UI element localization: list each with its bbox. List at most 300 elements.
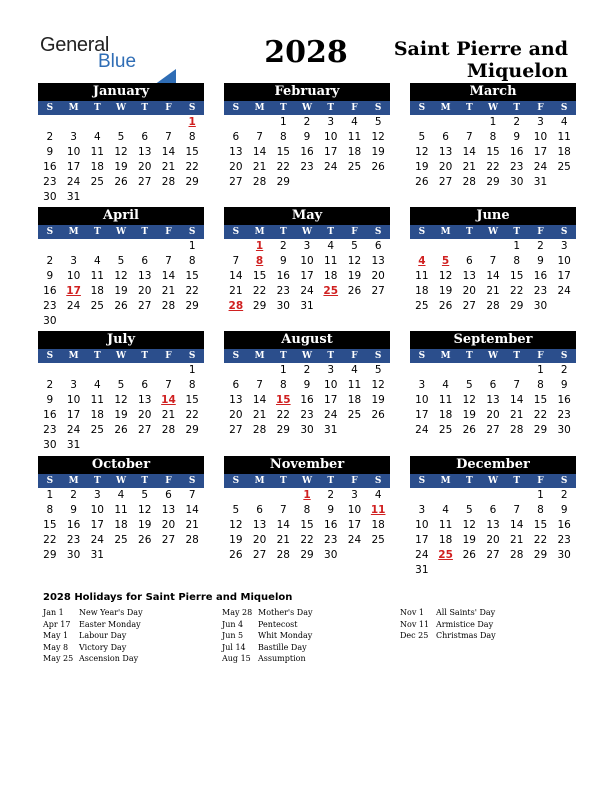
day-cell: 11 [438, 519, 453, 531]
logo-blue-text: Blue [98, 51, 137, 72]
day-cell: 13 [229, 146, 243, 158]
month-february [224, 83, 390, 190]
empty-day-cell [481, 363, 505, 378]
month-header: June [410, 207, 576, 225]
day-cell: 27 [252, 549, 267, 561]
holiday-date: Nov 1 [400, 608, 424, 617]
week-row [38, 269, 204, 284]
empty-day-cell [224, 363, 248, 378]
day-cell: 9 [560, 504, 568, 516]
day-cell: 10 [66, 270, 81, 282]
day-cell: 17 [300, 270, 314, 282]
day-cell: 6 [256, 504, 263, 516]
day-cell: 18 [371, 519, 385, 531]
day-cell: 3 [303, 240, 311, 252]
empty-day-cell [180, 438, 204, 453]
day-cell: 20 [486, 409, 500, 421]
empty-day-cell [133, 115, 157, 130]
day-cell: 31 [66, 439, 81, 451]
empty-day-cell [38, 239, 62, 254]
day-cell: 19 [462, 409, 476, 421]
empty-day-cell [366, 423, 390, 438]
holiday-item [222, 653, 382, 665]
empty-day-cell [434, 239, 458, 254]
day-cell: 4 [93, 255, 101, 267]
day-cell: 16 [300, 394, 314, 406]
weekday-header [410, 225, 576, 239]
day-cell: 13 [371, 255, 385, 267]
day-cell: 22 [533, 534, 548, 546]
day-cell: 4 [117, 489, 125, 501]
day-cell: 13 [486, 394, 500, 406]
day-cell: 13 [462, 270, 476, 282]
weekday-label: S [232, 351, 240, 361]
day-cell: 22 [533, 409, 548, 421]
day-cell: 17 [347, 519, 362, 531]
day-cell: 10 [557, 255, 571, 267]
week-row [410, 254, 576, 269]
day-cell: 24 [300, 285, 314, 297]
weekday-label: T [465, 476, 473, 486]
empty-day-cell [319, 175, 343, 190]
day-cell: 15 [185, 394, 199, 406]
holiday-day-cell: 11 [370, 504, 386, 516]
week-row [224, 393, 390, 408]
empty-day-cell [366, 548, 390, 563]
week-row [224, 363, 390, 378]
weekday-label: T [513, 227, 521, 237]
month-june [410, 207, 576, 314]
day-cell: 8 [537, 504, 544, 516]
day-cell: 5 [465, 379, 473, 391]
day-cell: 24 [324, 161, 338, 173]
day-cell: 15 [533, 394, 548, 406]
day-cell: 28 [510, 424, 524, 436]
day-cell: 12 [114, 270, 128, 282]
day-cell: 18 [347, 146, 362, 158]
day-cell: 31 [415, 564, 429, 576]
week-row [410, 363, 576, 378]
day-cell: 28 [161, 176, 176, 188]
weekday-label: W [487, 351, 499, 361]
day-cell: 23 [324, 534, 338, 546]
holiday-name: Easter Monday [79, 619, 141, 629]
week-row [224, 299, 390, 314]
day-cell: 30 [43, 439, 57, 451]
weekday-label: W [115, 227, 127, 237]
day-cell: 24 [324, 409, 338, 421]
empty-day-cell [157, 239, 181, 254]
day-cell: 21 [252, 409, 267, 421]
day-cell: 26 [371, 161, 385, 173]
day-cell: 14 [462, 146, 476, 158]
day-cell: 16 [43, 409, 57, 421]
day-cell: 1 [513, 240, 521, 252]
day-cell: 29 [276, 176, 290, 188]
day-cell: 27 [229, 176, 243, 188]
week-row [224, 115, 390, 130]
weekday-header [224, 225, 390, 239]
day-cell: 3 [351, 489, 358, 501]
week-row [224, 239, 390, 254]
weekday-label: S [374, 227, 382, 237]
weekday-label: M [68, 227, 79, 237]
weekday-label: T [279, 227, 287, 237]
day-cell: 23 [510, 161, 524, 173]
week-row [410, 423, 576, 438]
day-cell: 6 [165, 489, 172, 501]
day-cell: 15 [185, 146, 199, 158]
day-cell: 14 [486, 270, 500, 282]
holiday-date: May 8 [43, 642, 69, 652]
empty-day-cell [319, 299, 343, 314]
day-cell: 16 [533, 270, 548, 282]
empty-day-cell [62, 239, 86, 254]
holiday-day-cell: 5 [441, 255, 450, 267]
holidays-title: 2028 Holidays for Saint Pierre and Miquelon [43, 592, 293, 603]
day-cell: 20 [438, 161, 453, 173]
holiday-name: Mother's Day [258, 608, 313, 617]
day-cell: 31 [90, 549, 104, 561]
day-cell: 30 [43, 315, 57, 327]
day-cell: 6 [232, 131, 240, 143]
day-cell: 30 [276, 300, 290, 312]
day-cell: 12 [114, 146, 128, 158]
holiday-name: Christmas Day [436, 631, 496, 640]
day-cell: 2 [303, 116, 311, 128]
day-cell: 4 [374, 489, 382, 501]
day-cell: 22 [300, 534, 314, 546]
week-row [410, 503, 576, 518]
day-cell: 15 [252, 270, 267, 282]
week-row [38, 314, 204, 329]
day-cell: 2 [46, 255, 54, 267]
weekday-header [38, 474, 204, 488]
weekday-label: M [254, 351, 265, 361]
weekday-label: F [165, 103, 172, 113]
day-cell: 1 [279, 364, 287, 376]
weekday-label: W [487, 103, 499, 113]
holiday-item [43, 653, 203, 665]
day-cell: 28 [510, 549, 524, 561]
day-cell: 22 [486, 161, 500, 173]
weekday-label: S [560, 476, 568, 486]
day-cell: 15 [486, 146, 500, 158]
week-row [224, 130, 390, 145]
month-november [224, 456, 390, 563]
day-cell: 27 [486, 549, 500, 561]
day-cell: 23 [300, 409, 314, 421]
day-cell: 30 [324, 549, 338, 561]
holiday-date: Jan 1 [43, 608, 64, 617]
empty-day-cell [295, 175, 319, 190]
day-cell: 6 [141, 131, 149, 143]
day-cell: 28 [161, 424, 176, 436]
weekday-label: S [374, 351, 382, 361]
day-cell: 27 [138, 424, 152, 436]
empty-day-cell [85, 190, 109, 205]
empty-day-cell [109, 115, 133, 130]
empty-day-cell [552, 175, 576, 190]
day-cell: 7 [165, 255, 172, 267]
day-cell: 19 [438, 285, 453, 297]
day-cell: 22 [276, 409, 290, 421]
weekday-label: S [188, 103, 196, 113]
weekday-label: T [327, 476, 335, 486]
day-cell: 22 [510, 285, 524, 297]
day-cell: 24 [347, 534, 362, 546]
empty-day-cell [224, 488, 248, 503]
day-cell: 27 [438, 176, 453, 188]
holiday-date: May 25 [43, 654, 74, 663]
week-row [224, 269, 390, 284]
holiday-date: Nov 11 [400, 619, 430, 629]
empty-day-cell [343, 423, 367, 438]
day-cell: 9 [303, 131, 311, 143]
day-cell: 21 [510, 534, 524, 546]
day-cell: 11 [438, 394, 453, 406]
day-cell: 15 [510, 270, 524, 282]
holiday-day-cell: 4 [418, 255, 426, 267]
weekday-label: S [374, 476, 382, 486]
week-row [224, 254, 390, 269]
day-cell: 17 [324, 146, 338, 158]
holiday-date: Jun 4 [222, 619, 244, 629]
weekday-label: M [440, 476, 451, 486]
weekday-label: M [254, 476, 265, 486]
month-july [38, 331, 204, 453]
weekday-label: T [327, 227, 335, 237]
weekday-label: S [418, 476, 426, 486]
weekday-label: W [301, 227, 313, 237]
day-cell: 3 [537, 116, 544, 128]
day-cell: 24 [66, 424, 81, 436]
day-cell: 17 [415, 534, 429, 546]
weekday-header [410, 349, 576, 363]
day-cell: 30 [43, 191, 57, 203]
day-cell: 18 [438, 534, 453, 546]
day-cell: 26 [114, 176, 128, 188]
day-cell: 13 [252, 519, 267, 531]
empty-day-cell [434, 563, 458, 578]
empty-day-cell [157, 190, 181, 205]
day-cell: 11 [557, 131, 571, 143]
week-row [224, 284, 390, 299]
day-cell: 3 [327, 116, 335, 128]
holidays-column [400, 607, 560, 642]
empty-day-cell [109, 363, 133, 378]
weekday-label: T [513, 476, 521, 486]
week-row [410, 284, 576, 299]
day-cell: 30 [300, 424, 314, 436]
empty-day-cell [157, 115, 181, 130]
week-row [38, 518, 204, 533]
day-cell: 23 [557, 409, 571, 421]
day-cell: 22 [185, 409, 199, 421]
day-cell: 14 [276, 519, 290, 531]
month-header: November [224, 456, 390, 474]
day-cell: 10 [347, 504, 362, 516]
weekday-label: W [301, 351, 313, 361]
day-cell: 26 [229, 549, 243, 561]
day-cell: 30 [66, 549, 81, 561]
day-cell: 25 [90, 300, 104, 312]
holiday-name: Whit Monday [258, 631, 313, 640]
day-cell: 11 [347, 131, 362, 143]
month-header: August [224, 331, 390, 349]
week-row [38, 488, 204, 503]
holiday-date: Dec 25 [400, 631, 429, 640]
day-cell: 20 [371, 270, 385, 282]
empty-day-cell [180, 190, 204, 205]
weekday-label: S [188, 476, 196, 486]
day-cell: 18 [557, 146, 571, 158]
empty-day-cell [505, 563, 529, 578]
day-cell: 9 [70, 504, 77, 516]
weekday-label: M [68, 103, 79, 113]
empty-day-cell [248, 115, 272, 130]
day-cell: 15 [43, 519, 57, 531]
week-row [38, 175, 204, 190]
empty-day-cell [410, 488, 434, 503]
day-cell: 25 [90, 176, 104, 188]
day-cell: 24 [533, 161, 548, 173]
day-cell: 28 [462, 176, 476, 188]
weekday-label: M [440, 103, 451, 113]
weekday-label: T [465, 351, 473, 361]
weekday-header [224, 101, 390, 115]
weekday-label: M [254, 103, 265, 113]
empty-day-cell [157, 438, 181, 453]
weekday-label: S [232, 227, 240, 237]
weekday-label: F [165, 476, 172, 486]
day-cell: 5 [351, 240, 358, 252]
day-cell: 14 [252, 394, 267, 406]
day-cell: 16 [300, 146, 314, 158]
empty-day-cell [434, 115, 458, 130]
weekday-label: T [279, 103, 287, 113]
day-cell: 18 [114, 519, 128, 531]
day-cell: 25 [371, 534, 385, 546]
day-cell: 3 [70, 131, 77, 143]
day-cell: 20 [486, 534, 500, 546]
holiday-day-cell: 1 [255, 240, 264, 252]
day-cell: 13 [138, 394, 152, 406]
day-cell: 19 [114, 409, 128, 421]
day-cell: 18 [324, 270, 338, 282]
weekday-label: M [254, 227, 265, 237]
empty-day-cell [343, 548, 367, 563]
empty-day-cell [224, 239, 248, 254]
day-cell: 5 [141, 489, 149, 501]
week-row [38, 423, 204, 438]
holiday-item [222, 619, 382, 631]
weekday-label: S [46, 351, 54, 361]
weekday-label: T [141, 351, 149, 361]
day-cell: 18 [415, 285, 429, 297]
month-header: January [38, 83, 204, 101]
weekday-label: W [301, 103, 313, 113]
day-cell: 13 [138, 146, 152, 158]
day-cell: 12 [438, 270, 453, 282]
month-header: April [38, 207, 204, 225]
empty-day-cell [133, 548, 157, 563]
day-cell: 29 [486, 176, 500, 188]
day-cell: 25 [90, 424, 104, 436]
day-cell: 13 [486, 519, 500, 531]
week-row [38, 284, 204, 299]
holiday-item [222, 642, 382, 654]
day-cell: 14 [229, 270, 243, 282]
day-cell: 2 [279, 240, 287, 252]
day-cell: 13 [229, 394, 243, 406]
weekday-header [410, 474, 576, 488]
day-cell: 6 [141, 255, 149, 267]
empty-day-cell [62, 314, 86, 329]
weekday-label: S [46, 103, 54, 113]
day-cell: 19 [371, 394, 385, 406]
day-cell: 29 [185, 300, 199, 312]
day-cell: 17 [66, 409, 81, 421]
day-cell: 8 [279, 379, 287, 391]
empty-day-cell [157, 363, 181, 378]
weekday-label: S [560, 351, 568, 361]
week-row [38, 408, 204, 423]
day-cell: 24 [66, 176, 81, 188]
day-cell: 26 [415, 176, 429, 188]
week-row [38, 190, 204, 205]
day-cell: 19 [114, 285, 128, 297]
day-cell: 7 [279, 504, 287, 516]
empty-day-cell [457, 363, 481, 378]
weekday-label: T [465, 227, 473, 237]
day-cell: 22 [43, 534, 57, 546]
day-cell: 20 [138, 285, 152, 297]
weekday-label: T [513, 103, 521, 113]
day-cell: 24 [415, 549, 429, 561]
weekday-label: T [513, 351, 521, 361]
week-row [410, 488, 576, 503]
day-cell: 25 [114, 534, 128, 546]
day-cell: 4 [93, 131, 101, 143]
empty-day-cell [505, 488, 529, 503]
day-cell: 16 [557, 394, 571, 406]
day-cell: 15 [300, 519, 314, 531]
day-cell: 21 [510, 409, 524, 421]
empty-day-cell [366, 175, 390, 190]
day-cell: 3 [93, 489, 101, 501]
day-cell: 9 [537, 255, 544, 267]
empty-day-cell [434, 488, 458, 503]
day-cell: 28 [486, 300, 500, 312]
day-cell: 21 [185, 519, 199, 531]
day-cell: 5 [418, 131, 426, 143]
day-cell: 27 [161, 534, 176, 546]
day-cell: 5 [232, 504, 240, 516]
empty-day-cell [85, 239, 109, 254]
day-cell: 10 [415, 519, 429, 531]
weekday-label: F [165, 227, 172, 237]
day-cell: 16 [557, 519, 571, 531]
holiday-name: Labour Day [79, 631, 127, 640]
day-cell: 28 [185, 534, 199, 546]
holiday-date: May 28 [222, 608, 253, 617]
week-row [410, 175, 576, 190]
day-cell: 25 [557, 161, 571, 173]
weekday-label: S [418, 227, 426, 237]
day-cell: 7 [188, 489, 196, 501]
holiday-date: Jun 5 [222, 631, 244, 640]
